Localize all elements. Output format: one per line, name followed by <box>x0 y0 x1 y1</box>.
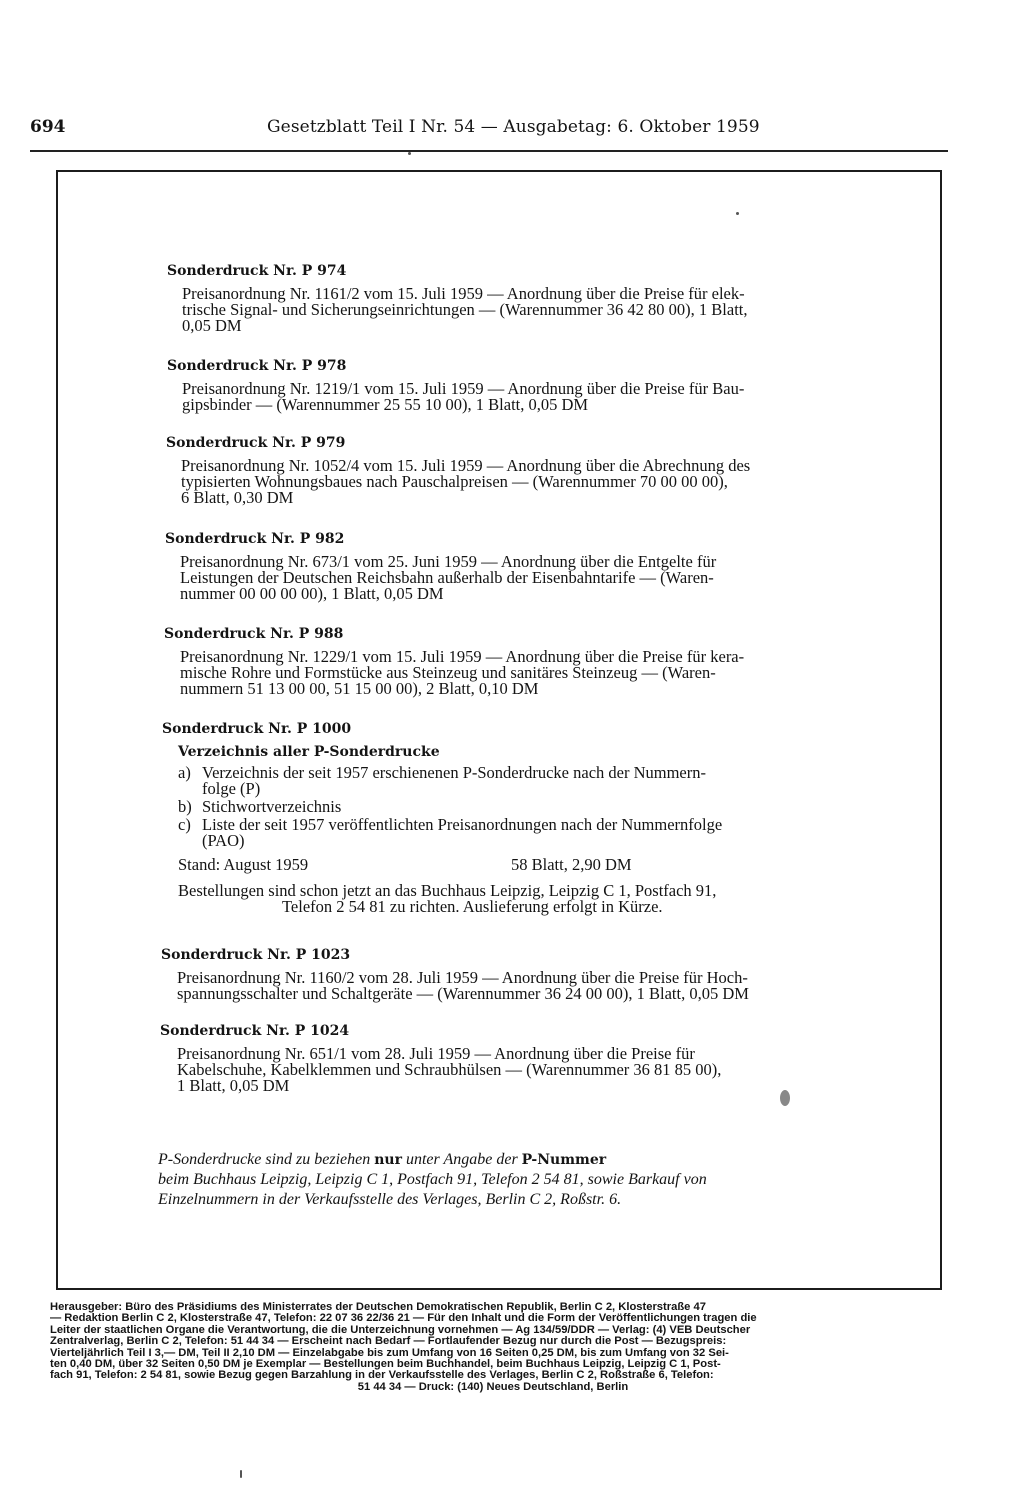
stand-date: Stand: August 1959 <box>178 855 309 874</box>
stand-row <box>178 857 838 875</box>
imprint-line: Vierteljährlich Teil I 3,— DM, Teil II 2,10 DM — Einzelabgabe bis zum Umfang von 16 Seiten 0,25 DM, bis zum Umfang von 32 Sei- <box>50 1347 729 1359</box>
entry-p1023 <box>161 946 1024 1002</box>
entry-line: 6 Blatt, 0,30 DM <box>181 488 294 507</box>
page-number: 694 <box>30 117 66 137</box>
imprint-line: ten 0,40 DM, über 32 Seiten 0,50 DM je Exemplar — Bestellungen beim Buchhandel, beim Buchhaus Leipzig, Leipzig C 1, Post- <box>50 1359 721 1371</box>
stand-price: 58 Blatt, 2,90 DM <box>511 855 632 874</box>
header-rule <box>30 150 948 152</box>
entry-heading: Sonderdruck Nr. P 974 <box>167 263 347 279</box>
imprint <box>50 1302 936 1393</box>
entry-heading: Sonderdruck Nr. P 979 <box>166 435 346 451</box>
entry-p982 <box>165 530 1024 602</box>
entry-line: trische Signal- und Sicherungseinrichtungen — (Warennummer 36 42 80 00), 1 Blatt, <box>182 300 748 319</box>
entry-p1024 <box>160 1022 1024 1094</box>
entry-body <box>182 381 838 413</box>
list-line: Stichwortverzeichnis <box>202 797 342 816</box>
availability-text: P-Sonderdrucke sind zu beziehen <box>158 1151 371 1168</box>
scan-speck <box>736 212 739 215</box>
availability-emphasis: P-Nummer <box>521 1152 607 1168</box>
entry-line: nummern 51 13 00 00, 51 15 00 00), 2 Blatt, 0,10 DM <box>180 679 539 698</box>
imprint-line: 51 44 34 — Druck: (140) Neues Deutschland, Berlin <box>357 1381 629 1393</box>
entry-heading: Sonderdruck Nr. P 988 <box>164 626 344 642</box>
availability-line-1 <box>158 1150 838 1170</box>
entry-p1000 <box>162 720 1024 915</box>
availability-notice <box>158 1150 838 1210</box>
entry-heading: Sonderdruck Nr. P 1024 <box>160 1023 350 1039</box>
entry-body <box>182 286 838 334</box>
order-note <box>178 883 828 915</box>
list-line: (PAO) <box>202 831 245 850</box>
entry-p974 <box>167 262 1024 334</box>
imprint-line: Herausgeber: Büro des Präsidiums des Ministerrates der Deutschen Demokratischen Republik, Berlin C 2, Klosterstraße 47 <box>50 1302 706 1313</box>
directory-list <box>178 765 838 849</box>
availability-emphasis: nur <box>374 1152 402 1168</box>
entry-heading: Sonderdruck Nr. P 1000 <box>162 721 352 737</box>
entry-p978 <box>167 357 1024 413</box>
order-line: Telefon 2 54 81 zu richten. Auslieferung erfolgt in Kürze. <box>282 897 663 916</box>
entry-line: 1 Blatt, 0,05 DM <box>177 1076 290 1095</box>
entry-heading: Sonderdruck Nr. P 978 <box>167 358 347 374</box>
entry-line: Preisanordnung Nr. 1052/4 vom 15. Juli 1959 — Anordnung über die Abrechnung des <box>181 456 751 475</box>
scan-speck <box>780 1090 790 1106</box>
entry-line: 0,05 DM <box>182 316 242 335</box>
entry-heading: Sonderdruck Nr. P 982 <box>165 531 345 547</box>
entry-body <box>177 1046 833 1094</box>
list-marker: a) <box>178 763 191 782</box>
availability-text: unter Angabe der <box>405 1151 518 1168</box>
entry-body <box>177 970 833 1002</box>
entry-body <box>181 458 837 506</box>
entry-line: Preisanordnung Nr. 651/1 vom 28. Juli 1959 — Anordnung über die Preise für <box>177 1044 695 1063</box>
availability-line-3: Einzelnummern in der Verkaufsstelle des Verlages, Berlin C 2, Roßstr. 6. <box>158 1191 622 1208</box>
entry-line: mische Rohre und Formstücke aus Steinzeug und sanitäres Steinzeug — (Waren- <box>180 663 716 682</box>
scan-speck <box>240 1470 242 1478</box>
page-header <box>30 117 950 145</box>
entry-line: Preisanordnung Nr. 1219/1 vom 15. Juli 1959 — Anordnung über die Preise für Bau- <box>182 379 745 398</box>
list-marker: b) <box>178 797 192 816</box>
list-item <box>178 817 838 849</box>
entry-subheading: Verzeichnis aller P-Sonderdrucke <box>178 744 440 760</box>
imprint-line: fach 91, Telefon: 2 54 81, sowie Bezug gegen Barzahlung in der Verkaufsstelle des Verlages, Berlin C 2, Roßstraße 6, Telefon: <box>50 1370 714 1382</box>
entry-body <box>180 649 836 697</box>
list-line: folge (P) <box>202 779 261 798</box>
running-title: Gesetzblatt Teil I Nr. 54 — Ausgabetag: 6. Oktober 1959 <box>267 117 760 137</box>
entry-line: typisierten Wohnungsbaues nach Pauschalpreisen — (Warennummer 70 00 00 00), <box>181 472 728 491</box>
entry-line: nummer 00 00 00 00), 1 Blatt, 0,05 DM <box>180 584 444 603</box>
entry-p988 <box>164 625 1024 697</box>
imprint-line: Leiter der staatlichen Organe die Verantwortung, die die Unterzeichnung vornehmen — Ag 134/59/DDR — Verlag: (4) VEB Deutscher <box>50 1324 751 1336</box>
entry-line: spannungsschalter und Schaltgeräte — (Warennummer 36 24 00 00), 1 Blatt, 0,05 DM <box>177 984 749 1003</box>
entry-line: Kabelschuhe, Kabelklemmen und Schraubhülsen — (Warennummer 36 81 85 00), <box>177 1060 722 1079</box>
imprint-line: — Redaktion Berlin C 2, Klosterstraße 47, Telefon: 22 07 36 22/36 21 — Für den Inhalt und die Form der Veröffentlichungen tragen die <box>50 1313 757 1325</box>
list-item <box>178 765 838 797</box>
entry-p979 <box>166 434 1024 506</box>
entry-body <box>180 554 836 602</box>
list-item <box>178 799 838 815</box>
availability-line-2: beim Buchhaus Leipzig, Leipzig C 1, Postfach 91, Telefon 2 54 81, sowie Barkauf von <box>158 1171 707 1188</box>
order-line: Bestellungen sind schon jetzt an das Buchhaus Leipzig, Leipzig C 1, Postfach 91, <box>178 881 717 900</box>
entry-line: Preisanordnung Nr. 1229/1 vom 15. Juli 1959 — Anordnung über die Preise für kera- <box>180 647 745 666</box>
imprint-line: Zentralverlag, Berlin C 2, Telefon: 51 44 34 — Erscheint nach Bedarf — Fortlaufender Bezug nur durch die Post — Bezugspreis: <box>50 1336 727 1348</box>
entry-heading: Sonderdruck Nr. P 1023 <box>161 947 351 963</box>
entry-line: gipsbinder — (Warennummer 25 55 10 00), 1 Blatt, 0,05 DM <box>182 395 589 414</box>
list-marker: c) <box>178 815 191 834</box>
entry-line: Preisanordnung Nr. 1161/2 vom 15. Juli 1959 — Anordnung über die Preise für elek- <box>182 284 745 303</box>
entry-line: Preisanordnung Nr. 673/1 vom 25. Juni 1959 — Anordnung über die Entgelte für <box>180 552 717 571</box>
list-line: Liste der seit 1957 veröffentlichten Preisanordnungen nach der Nummernfolge <box>202 815 723 834</box>
entry-line: Leistungen der Deutschen Reichsbahn außerhalb der Eisenbahntarife — (Waren- <box>180 568 714 587</box>
scan-speck <box>408 152 411 155</box>
entry-line: Preisanordnung Nr. 1160/2 vom 28. Juli 1959 — Anordnung über die Preise für Hoch- <box>177 968 748 987</box>
list-line: Verzeichnis der seit 1957 erschienenen P-Sonderdrucke nach der Nummern- <box>202 763 706 782</box>
